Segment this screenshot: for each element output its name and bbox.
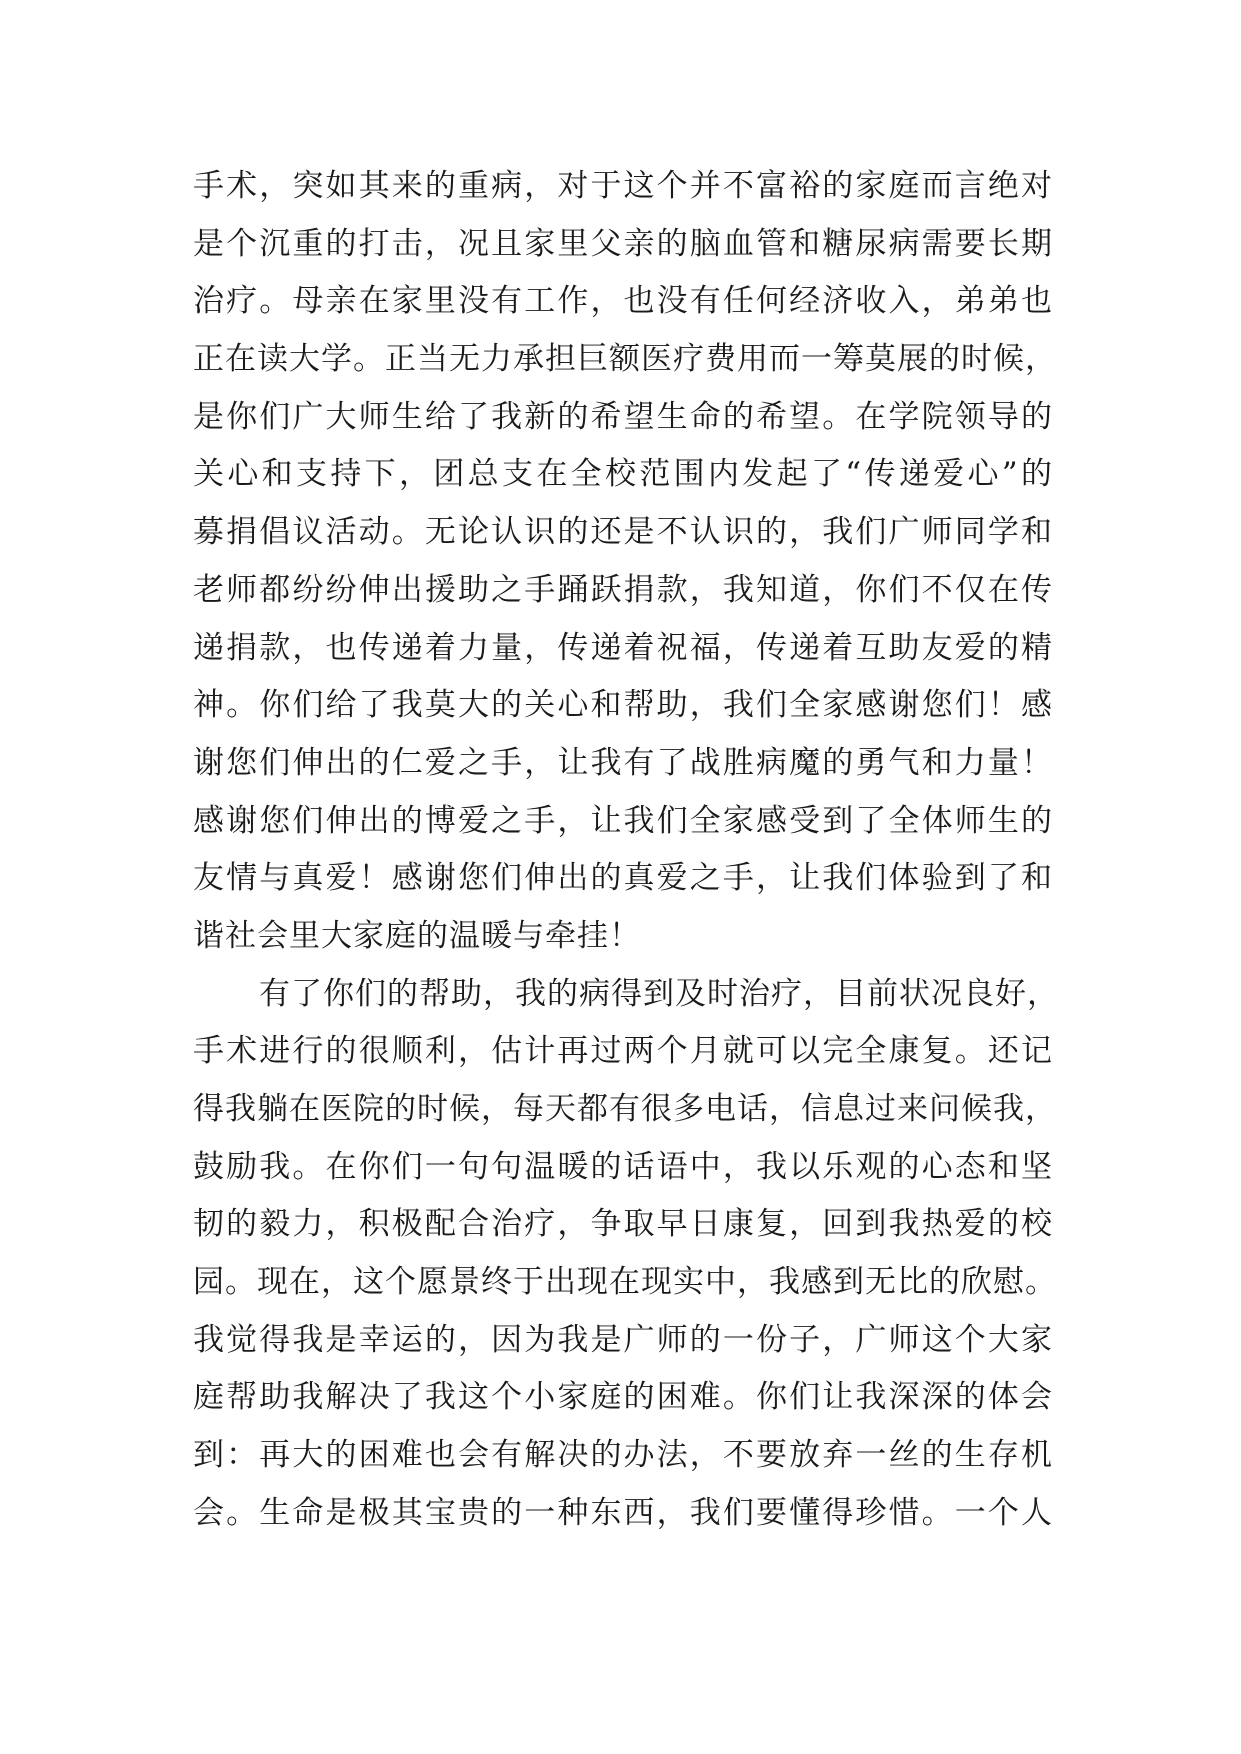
text-line: 会。生命是极其宝贵的一种东西，我们要懂得珍惜。一个人	[193, 1494, 1053, 1531]
text-line: 神。你们给了我莫大的关心和帮助，我们全家感谢您们！感	[193, 687, 1053, 724]
text-line: 是你们广大师生给了我新的希望生命的希望。在学院领导的	[193, 398, 1053, 435]
text-line: 得我躺在医院的时候，每天都有很多电话，信息过来问候我，	[193, 1091, 1057, 1127]
text-line: 募捐倡议活动。无论认识的还是不认识的，我们广师同学和	[193, 514, 1053, 551]
text-line: 到：再大的困难也会有解决的办法，不要放弃一丝的生存机	[193, 1437, 1053, 1474]
text-line: 友情与真爱！感谢您们伸出的真爱之手，让我们体验到了和	[193, 860, 1053, 897]
text-line: 手术进行的很顺利，估计再过两个月就可以完全康复。还记	[193, 1033, 1053, 1070]
text-line: 鼓励我。在你们一句句温暖的话语中，我以乐观的心态和坚	[193, 1148, 1053, 1185]
text-line: 韧的毅力，积极配合治疗，争取早日康复，回到我热爱的校	[193, 1206, 1053, 1243]
text-line: 正在读大学。正当无力承担巨额医疗费用而一筹莫展的时候，	[193, 341, 1057, 378]
text-line: 我觉得我是幸运的，因为我是广师的一份子，广师这个大家	[193, 1321, 1053, 1358]
text-line: 谢您们伸出的仁爱之手，让我有了战胜病魔的勇气和力量！	[193, 744, 1053, 781]
body-text	[193, 158, 1059, 1543]
text-line: 老师都纷纷伸出援助之手踊跃捐款，我知道，你们不仅在传	[193, 571, 1053, 608]
text-line: 庭帮助我解决了我这个小家庭的困难。你们让我深深的体会	[193, 1379, 1053, 1416]
text-line: 关心和支持下，团总支在全校范围内发起了“传递爱心”的	[193, 456, 1053, 493]
text-line: 有了你们的帮助，我的病得到及时治疗，目前状况良好，	[259, 975, 1059, 1012]
text-line: 谐社会里大家庭的温暖与牵挂！	[193, 917, 641, 954]
text-line: 递捐款，也传递着力量，传递着祝福，传递着互助友爱的精	[193, 629, 1053, 666]
text-line: 手术，突如其来的重病，对于这个并不富裕的家庭而言绝对	[193, 168, 1053, 204]
text-line: 是个沉重的打击，况且家里父亲的脑血管和糖尿病需要长期	[193, 225, 1053, 262]
text-line: 感谢您们伸出的博爱之手，让我们全家感受到了全体师生的	[193, 802, 1053, 839]
text-line: 园。现在，这个愿景终于出现在现实中，我感到无比的欣慰。	[193, 1264, 1057, 1301]
text-line: 治疗。母亲在家里没有工作，也没有任何经济收入，弟弟也	[193, 283, 1053, 320]
